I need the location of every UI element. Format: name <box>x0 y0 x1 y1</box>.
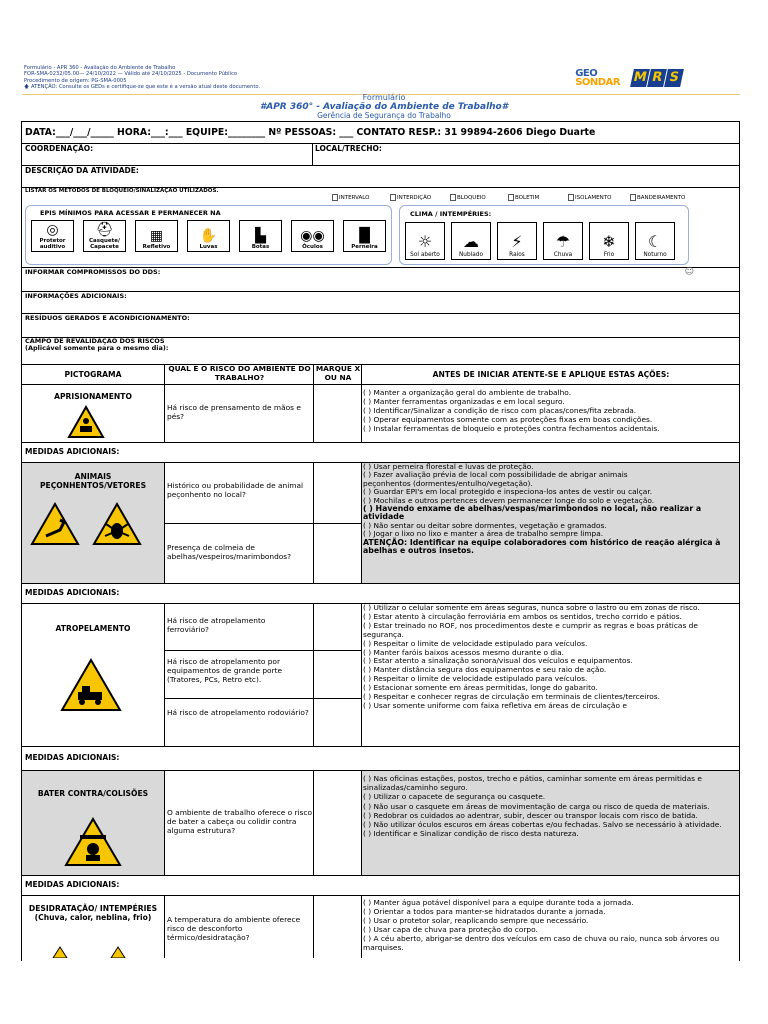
epi-label: Refletivo <box>142 244 171 250</box>
medidas-row[interactable] <box>22 442 739 462</box>
header-qual-risco: QUAL É O RISCO DO AMBIENTE DO TRABALHO? <box>168 364 311 382</box>
info-row[interactable] <box>22 291 739 313</box>
ear-protection-icon: ◎ <box>46 222 59 238</box>
action-item: ( ) Guardar EPI's em local protegido e inspeciona-los antes de vestir ou calçar. <box>363 487 653 497</box>
title-subtitle: Gerência de Segurança do Trabalho <box>317 111 451 120</box>
epi-oculos[interactable] <box>291 220 334 252</box>
action-item: ( ) Manter ferramentas organizadas e em local seguro. <box>363 397 565 406</box>
local-label: LOCAL/TRECHO: <box>315 144 382 153</box>
epi-protetor-auditivo[interactable] <box>31 220 74 252</box>
sun-icon: ☼ <box>417 232 433 251</box>
checkbox-label: ISOLAMENTO <box>575 195 612 201</box>
hand-crush-warning-icon <box>67 405 105 439</box>
arrow-up-icon: 🡅 <box>24 83 30 90</box>
cloud-icon: ☁ <box>463 232 479 251</box>
atropelamento-actions <box>363 604 739 711</box>
medidas-label: MEDIDAS ADICIONAIS: <box>25 880 120 889</box>
action-item: ( ) Mochilas e outros pertences devem permanecer longe do solo e vegetação. <box>363 495 655 505</box>
local-cell[interactable] <box>312 144 382 166</box>
logo-geo-text: GEO <box>575 68 598 79</box>
bater-mark[interactable] <box>313 771 361 876</box>
animais-question-1: Histórico ou probabilidade de animal peçonhento no local? <box>167 481 304 499</box>
medidas-row[interactable] <box>22 875 739 895</box>
animais-title: ANIMAIS PEÇONHENTOS/VETORES <box>39 472 147 490</box>
metodos-label: LISTAR OS MÉTODOS DE BLOQUEIO/SINALIZAÇÃO UTILIZADOS. <box>25 188 219 194</box>
action-item: ( ) Orientar a todos para manter-se hidratados durante a jornada. <box>363 907 606 916</box>
form-grid <box>21 121 740 961</box>
clima-chuva[interactable] <box>543 222 583 260</box>
residuos-row[interactable] <box>22 313 739 337</box>
logo-letter: M <box>632 70 649 85</box>
vest-icon: ▦ <box>149 228 164 244</box>
desidratacao-question: A temperatura do ambiente oferece risco de desconforto térmico/desidratação? <box>167 915 301 942</box>
clima-noturno[interactable] <box>635 222 675 260</box>
epi-label: Luvas <box>199 244 218 250</box>
logo-sondar-text: SONDAR <box>575 77 620 88</box>
checkbox-label: BOLETIM <box>515 195 540 201</box>
checkbox-label: BANDEIRAMENTO <box>637 195 686 201</box>
clima-nublado[interactable] <box>451 222 491 260</box>
sun-warning-icon <box>52 946 68 958</box>
title-small: Formulário <box>362 93 406 102</box>
clima-label: Frio <box>603 252 615 258</box>
checkbox-bandeiramento[interactable] <box>630 194 700 201</box>
head-impact-warning-icon <box>64 817 122 867</box>
mrs-logo <box>632 69 682 87</box>
checkbox-label: BLOQUEIO <box>457 195 486 201</box>
coordenacao-label: COORDENAÇÃO: <box>25 144 94 153</box>
section-aprisionamento <box>22 384 739 442</box>
data-row[interactable] <box>22 121 739 143</box>
goggles-icon: ◉◉ <box>300 228 325 244</box>
action-item: ( ) Manter distância segura dos equipamentos e seu raio de ação. <box>363 665 607 675</box>
gloves-icon: ✋ <box>199 228 218 244</box>
checkbox-label: INTERDIÇÃO <box>397 195 432 201</box>
epis-box <box>25 205 392 265</box>
action-item: ( ) Não sentar ou deitar sobre dormentes, vegetação e gramados. <box>363 520 607 530</box>
clima-label: Nublado <box>458 252 484 258</box>
action-item: ( ) Estar treinado no ROF, nos procedimentos deste e cumprir as regras e boas práticas de segurança. <box>363 620 698 639</box>
header-line: ATENÇÃO: Consulte os GEDs e certifique-se que este é a versão atual deste documento. <box>31 83 261 90</box>
epi-refletivo[interactable] <box>135 220 178 252</box>
boots-icon: ▙ <box>255 228 266 244</box>
action-item: ( ) Estacionar somente em áreas permitidas, longe do gabarito. <box>363 683 598 693</box>
atropelamento-title: ATROPELAMENTO <box>55 624 131 633</box>
header-marque: MARQUE X OU NA <box>315 364 361 382</box>
clima-label: Chuva <box>553 252 573 258</box>
residuos-label: RESÍDUOS GERADOS E ACONDICIONAMENTO: <box>25 314 190 322</box>
snowflake-icon: ❄ <box>602 232 616 251</box>
risk-table-header <box>22 364 739 384</box>
aprisionamento-actions <box>363 388 737 433</box>
clima-raios[interactable] <box>497 222 537 260</box>
shin-guard-icon: ▐▌ <box>353 228 376 244</box>
epi-label: Botas <box>251 244 270 250</box>
bater-title: BATER CONTRA/COLISÕES <box>37 789 149 798</box>
animais-question-2: Presença de colmeia de abelhas/vespeiros/marimbondos? <box>167 543 292 561</box>
header-line: Formulário - APR 360 - Avaliação do Ambiente de Trabalho <box>24 65 176 71</box>
team-icon: ☺ <box>684 267 694 277</box>
clima-label: Noturno <box>643 252 667 258</box>
action-item: ( ) Respeitar e conhecer regras de circulação em terminais de clientes/terceiros. <box>363 692 660 702</box>
epi-label: Perneira <box>351 244 378 250</box>
helmet-icon: ⛑ <box>95 222 114 238</box>
action-item: ( ) Manter água potável disponível para a equipe durante toda a jornada. <box>363 898 634 907</box>
checkbox-label: INTERVALO <box>339 195 370 201</box>
clima-label: Sol aberto <box>410 252 440 258</box>
logo-letter: S <box>664 69 684 87</box>
action-item: ( ) Redobrar os cuidados ao adentrar, subir, descer ou transpor locais com risco de batida. <box>363 810 698 820</box>
action-item: ( ) Respeitar o limite de velocidade estipulado para veículos. <box>363 638 588 648</box>
dds-row[interactable] <box>22 267 739 291</box>
desidratacao-title: DESIDRATAÇÃO/ INTEMPÉRIES (Chuva, calor, neblina, frio) <box>28 904 158 922</box>
action-item: ( ) Utilizar o capacete de segurança ou casquete. <box>363 792 546 802</box>
epi-label: Casquete/ Capacete <box>89 238 120 250</box>
action-item: ( ) Identificar e Sinalizar condição de risco desta natureza. <box>363 829 579 839</box>
epi-botas[interactable] <box>239 220 282 252</box>
scorpion-warning-icon <box>30 502 80 546</box>
clima-title: CLIMA / INTEMPÉRIES: <box>410 210 492 218</box>
atropelamento-question-1: Há risco de atropelamento ferroviário? <box>167 616 266 634</box>
epi-capacete[interactable] <box>83 220 126 252</box>
epis-title: EPIS MÍNIMOS PARA ACESSAR E PERMANECER NA <box>40 209 221 217</box>
action-item: ( ) Fazer avaliação prévia de local com possibilidade de abrigar animais <box>363 470 628 480</box>
section-atropelamento <box>22 603 739 746</box>
desidratacao-mark[interactable] <box>313 896 361 958</box>
checkbox-intervalo[interactable] <box>332 194 390 201</box>
atencao-note: ATENÇÃO: Identificar na equipe colaboradores com histórico de reação alérgica à abelhas e outros insetos. <box>363 537 721 556</box>
epi-luvas[interactable] <box>187 220 230 252</box>
section-animais <box>22 462 739 583</box>
epi-perneira[interactable] <box>343 220 386 252</box>
action-item: ( ) A céu aberto, abrigar-se dentro dos veículos em caso de chuva ou raio, nunca sob árvores ou marquises. <box>363 934 720 952</box>
action-item: ( ) Respeitar o limite de velocidade estipulado para veículos. <box>363 674 588 684</box>
dds-label: INFORMAR COMPROMISSOS DO DDS: <box>25 268 161 276</box>
action-item: ( ) Usar perneira florestal e luvas de proteção. <box>363 462 534 471</box>
descricao-label: DESCRIÇÃO DA ATIVIDADE: <box>25 166 139 175</box>
medidas-label: MEDIDAS ADICIONAIS: <box>25 447 120 456</box>
action-item-bold: ( ) Havendo enxame de abelhas/vespas/marimbondos no local, não realizar a atividade <box>363 504 702 522</box>
moon-icon: ☾ <box>647 232 663 251</box>
header-antes: ANTES DE INICIAR ATENTE-SE E APLIQUE ESTAS AÇÕES: <box>432 370 670 379</box>
spider-warning-icon <box>92 502 142 546</box>
metodos-checkboxes <box>332 194 712 201</box>
checkbox-boletim[interactable] <box>508 194 568 201</box>
action-item: ( ) Não usar o casquete em áreas de movimentação de carga ou risco de queda de materiais. <box>363 801 710 811</box>
header-warning <box>24 84 424 90</box>
revalidacao-note: (Aplicável somente para o mesmo dia): <box>25 344 169 352</box>
clima-box <box>399 205 689 265</box>
epi-label: Óculos <box>302 244 323 250</box>
logos <box>575 69 682 87</box>
checkbox-interdicao[interactable] <box>390 194 450 201</box>
info-label: INFORMAÇÕES ADICIONAIS: <box>25 292 127 300</box>
coordenacao-row[interactable] <box>22 143 739 165</box>
rain-warning-icon <box>110 946 126 958</box>
medidas-row[interactable] <box>22 746 739 770</box>
action-item: ( ) Estar atento a sinalização sonora/visual dos veículos e equipamentos. <box>363 656 633 666</box>
clima-sol-aberto[interactable] <box>405 222 445 260</box>
header-pictograma: PICTOGRAMA <box>64 370 122 379</box>
desidratacao-actions <box>363 898 737 952</box>
page-title: #APR 360° - Avaliação do Ambiente de Trabalho# <box>259 102 509 112</box>
vehicle-warning-icon <box>60 658 122 712</box>
action-item: ( ) Operar equipamentos somente com as proteções fixas em boas condições. <box>363 415 653 424</box>
aprisionamento-title: APRISIONAMENTO <box>54 392 132 401</box>
animais-mark[interactable] <box>313 463 361 584</box>
atropelamento-question-3: Há risco de atropelamento rodoviário? <box>167 708 309 717</box>
atropelamento-mark[interactable] <box>313 604 361 747</box>
aprisionamento-mark[interactable] <box>313 385 361 443</box>
atropelamento-question-2: Há risco de atropelamento por equipamentos de grande porte (Tratores, PCs, Retro etc). <box>167 657 283 684</box>
action-item: ( ) Usar somente uniforme com faixa refletiva em áreas de circulação e <box>363 700 627 710</box>
document-header-info <box>24 65 424 90</box>
action-item: ( ) Instalar ferramentas de bloqueio e proteções contra fechamentos acidentais. <box>363 424 660 433</box>
action-item: ( ) Utilizar o celular somente em áreas seguras, nunca sobre o lastro ou em zonas de risco. <box>363 604 700 612</box>
medidas-label: MEDIDAS ADICIONAIS: <box>25 588 120 597</box>
revalidacao-label: CAMPO DE REVALIDAÇÃO DOS RISCOS <box>25 337 165 345</box>
header-line: Procedimento de origem: PG-SMA-0005 <box>24 77 127 84</box>
document-title-block <box>0 93 768 120</box>
checkbox-bloqueio[interactable] <box>450 194 508 201</box>
header-line: FOR-SMA-0232/05.00— 24/10/2022 — Válido até 24/10/2025 - Documento Público <box>24 71 238 78</box>
clima-label: Raios <box>509 252 525 258</box>
medidas-label: MEDIDAS ADICIONAIS: <box>25 753 120 762</box>
action-item: ( ) Usar o protetor solar, reaplicando sempre que necessário. <box>363 916 589 925</box>
section-bater <box>22 770 739 875</box>
bater-actions <box>363 774 737 838</box>
rain-icon: ☂ <box>555 232 571 251</box>
logo-letter: R <box>647 69 667 87</box>
action-item: ( ) Manter faróis baixos acessos mesmo durante o dia. <box>363 647 564 657</box>
animais-actions <box>363 463 737 555</box>
action-item: ( ) Usar capa de chuva para proteção do corpo. <box>363 925 538 934</box>
revalidacao-row[interactable] <box>22 337 739 364</box>
section-desidratacao <box>22 895 739 957</box>
data-line-text: DATA:___/___/_____ HORA:___:___ EQUIPE:________ Nº PESSOAS: ___ CONTATO RESP.: 31 99894-2606 Diego Duarte <box>25 127 596 138</box>
epi-label: Protetor auditivo <box>39 238 66 250</box>
bater-question: O ambiente de trabalho oferece o risco de bater a cabeça ou colidir contra alguma estrutura? <box>167 808 312 835</box>
lightning-icon: ⚡ <box>511 232 523 251</box>
checkbox-isolamento[interactable] <box>568 194 630 201</box>
action-item: ( ) Manter a organização geral do ambiente de trabalho. <box>363 388 572 397</box>
action-item: ( ) Estar atento à circulação ferroviária em ambos os sentidos, trecho corrido e pátios. <box>363 611 682 621</box>
action-item: ( ) Identificar/Sinalizar a condição de risco com placas/cones/fita zebrada. <box>363 406 637 415</box>
descricao-row[interactable] <box>22 165 739 187</box>
clima-frio[interactable] <box>589 222 629 260</box>
geosondar-logo <box>575 69 620 87</box>
action-item: ( ) Jogar o lixo no lixo e manter a área de trabalho sempre limpa. <box>363 529 604 539</box>
action-item: peçonhentos (dormentes/entulho/vegetação). <box>363 478 533 488</box>
action-item: ( ) Nas oficinas estações, postos, trecho e pátios, caminhar somente em áreas permitidas e sinalizadas/caminho seguro. <box>363 774 702 793</box>
medidas-row[interactable] <box>22 583 739 603</box>
action-item: ( ) Não utilizar óculos escuros em áreas cobertas e/ou fechadas. Salvo se necessário à atividade. <box>363 820 722 830</box>
aprisionamento-question: Há risco de prensamento de mãos e pés? <box>167 403 301 421</box>
